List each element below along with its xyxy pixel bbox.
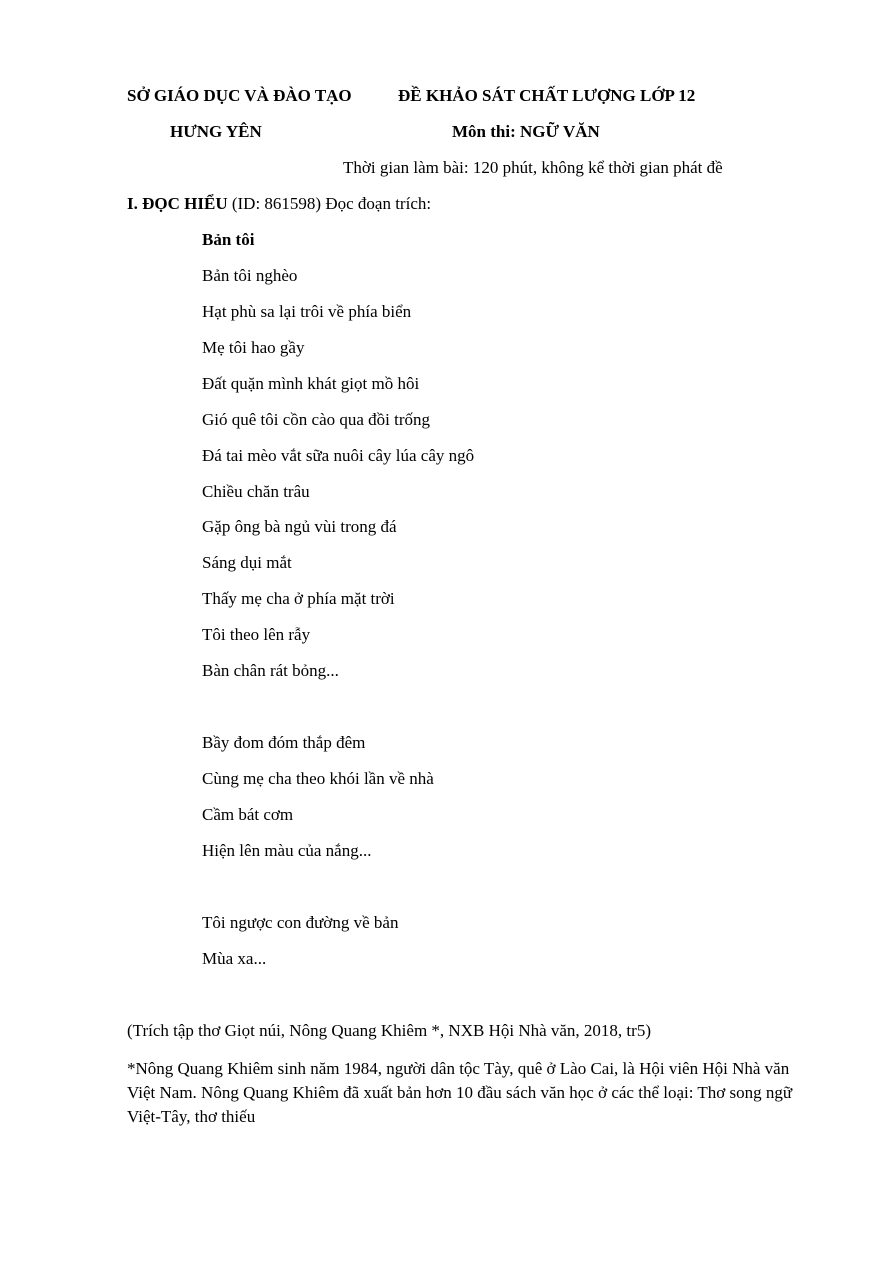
poem-line: Tôi theo lên rẫy [202,625,311,644]
section-heading [127,194,431,214]
poem-line: Đá tai mèo vắt sữa nuôi cây lúa cây ngô [202,446,475,465]
poem-line: Tôi ngược con đường về bản [202,913,399,932]
subject-label: Môn thi: [452,122,516,141]
author-footnote: *Nông Quang Khiêm sinh năm 1984, người dân tộc Tày, quê ở Lào Cai, là Hội viên Hội Nhà văn Việt Nam. Nông Quang Khiêm đã xuất bản hơn 10 đầu sách văn học ở các thể loại: Thơ song ngữ Việt-Tây, thơ thiếu [127,1059,793,1126]
poem-line: Gió quê tôi cồn cào qua đồi trống [202,410,431,429]
section-instruction: (ID: 861598) Đọc đoạn trích: [227,194,432,213]
subject-line [452,122,600,142]
poem-line: Mẹ tôi hao gầy [202,338,305,357]
exam-title: ĐỀ KHẢO SÁT CHẤT LƯỢNG LỚP 12 [398,86,696,105]
poem-line: Bàn chân rát bỏng... [202,661,339,680]
source-citation: (Trích tập thơ Giọt núi, Nông Quang Khiêm *, NXB Hội Nhà văn, 2018, tr5) [127,1021,651,1040]
province-name: HƯNG YÊN [170,122,262,141]
department-name: SỞ GIÁO DỤC VÀ ĐÀO TẠO [127,86,352,105]
poem-line: Hạt phù sa lại trôi về phía biển [202,302,412,321]
section-title: I. ĐỌC HIỂU [127,194,228,213]
poem-title: Bản tôi [202,230,255,249]
poem-line: Đất quặn mình khát giọt mồ hôi [202,374,420,393]
poem-line: Gặp ông bà ngủ vùi trong đá [202,517,397,536]
poem-line: Mùa xa... [202,949,267,968]
poem-line: Bầy đom đóm thắp đêm [202,733,366,752]
poem-line: Chiều chăn trâu [202,482,310,501]
poem-line: Thấy mẹ cha ở phía mặt trời [202,589,395,608]
time-note: Thời gian làm bài: 120 phút, không kể thời gian phát đề [343,158,723,177]
poem-line: Sáng dụi mắt [202,553,292,572]
poem-line: Bản tôi nghèo [202,266,298,285]
poem-line: Cùng mẹ cha theo khói lần về nhà [202,769,434,788]
subject-value: NGỮ VĂN [520,122,600,141]
poem-line: Hiện lên màu của nắng... [202,841,372,860]
poem-line: Cầm bát cơm [202,805,294,824]
